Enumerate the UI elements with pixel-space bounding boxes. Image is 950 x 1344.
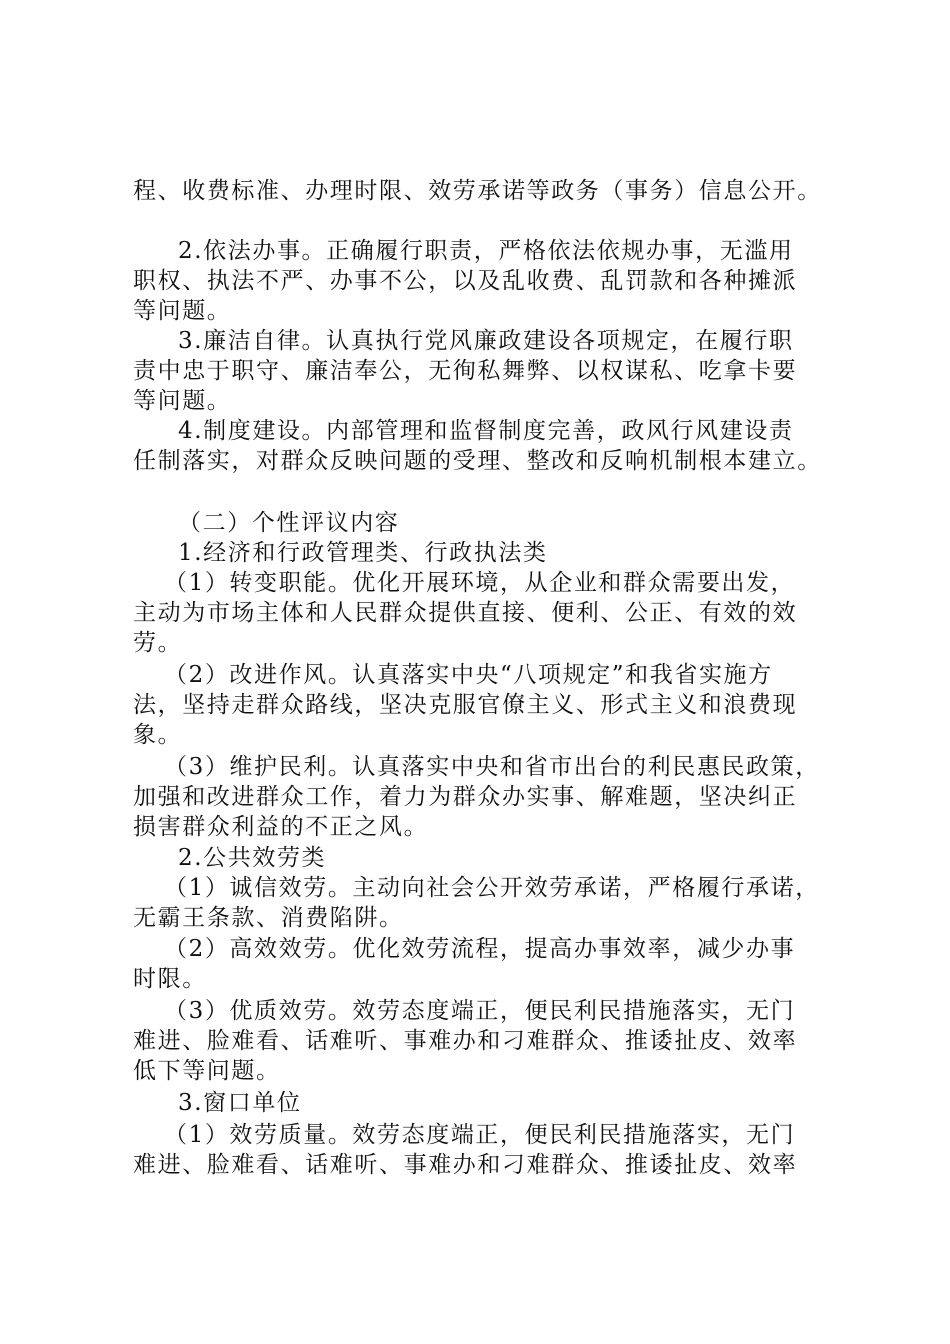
paragraph-heading-line: （2）改进作风。认真落实中央“八项规定”和我省实施方: [164, 662, 773, 688]
text-line: 职权、执法不严、办事不公，以及乱收费、乱罚款和各种摊派: [133, 268, 798, 294]
text-line: 法，坚持走群众路线，坚决克服官僚主义、形式主义和浪费现: [133, 692, 798, 718]
text-line: 难进、脸难看、话难听、事难办和刁难群众、推诿扯皮、效率: [133, 1028, 798, 1054]
text-line: 程、收费标准、办理时限、效劳承诺等政务（事务）信息公开。: [133, 178, 822, 204]
text-line: 劳。: [133, 630, 183, 656]
text-line: 象。: [133, 722, 183, 748]
paragraph-heading-line: （1）转变职能。优化开展环境，从企业和群众需要出发，: [164, 570, 796, 596]
section-heading: （二）个性评议内容: [178, 510, 400, 536]
paragraph-heading-line: （2）高效效劳。优化效劳流程，提高办事效率，减少办事: [164, 936, 796, 962]
paragraph-heading-line: （3）优质效劳。效劳态度端正，便民利民措施落实，无门: [164, 998, 796, 1024]
text-line: 主动为市场主体和人民群众提供直接、便利、公正、有效的效: [133, 600, 798, 626]
text-line: 等问题。: [133, 388, 232, 414]
paragraph-heading-line: 4.制度建设。内部管理和监督制度完善，政风行风建设责: [178, 418, 794, 444]
paragraph-heading-line: 3.廉洁自律。认真执行党风廉政建设各项规定，在履行职: [178, 328, 794, 354]
text-line: 加强和改进群众工作，着力为群众办实事、解难题，坚决纠正: [133, 784, 798, 810]
paragraph-heading-line: （1）效劳质量。效劳态度端正，便民利民措施落实，无门: [164, 1122, 796, 1148]
subsection-heading: 1.经济和行政管理类、行政执法类: [178, 540, 548, 566]
paragraph-heading-line: （3）维护民利。认真落实中央和省市出台的利民惠民政策，: [164, 754, 820, 780]
text-line: 任制落实，对群众反映问题的受理、整改和反响机制根本建立。: [133, 448, 822, 474]
text-line: 时限。: [133, 966, 207, 992]
text-line: 难进、脸难看、话难听、事难办和刁难群众、推诿扯皮、效率: [133, 1152, 798, 1178]
subsection-heading: 3.窗口单位: [178, 1090, 302, 1116]
subsection-heading: 2.公共效劳类: [178, 845, 327, 871]
text-line: 损害群众利益的不正之风。: [133, 814, 429, 840]
text-line: 等问题。: [133, 298, 232, 324]
paragraph-heading-line: （1）诚信效劳。主动向社会公开效劳承诺，严格履行承诺，: [164, 875, 820, 901]
text-line: 低下等问题。: [133, 1058, 281, 1084]
paragraph-heading-line: 2.依法办事。正确履行职责，严格依法依规办事，无滥用: [178, 238, 794, 264]
text-line: 责中忠于职守、廉洁奉公，无徇私舞弊、以权谋私、吃拿卡要: [133, 358, 798, 384]
text-line: 无霸王条款、消费陷阱。: [133, 905, 404, 931]
